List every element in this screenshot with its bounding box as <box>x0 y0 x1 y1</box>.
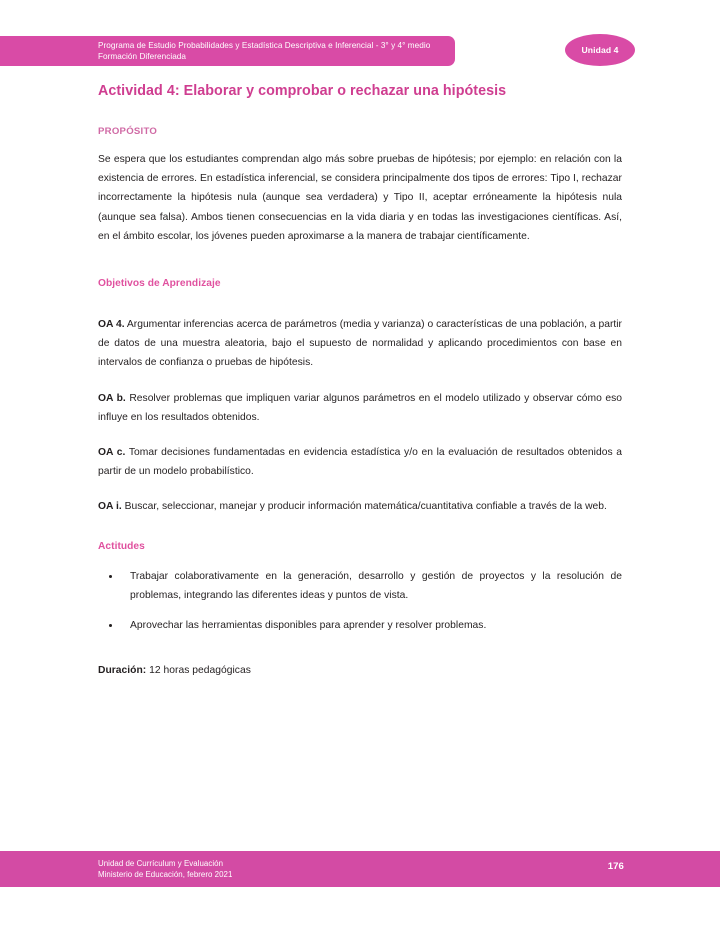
proposito-paragraph: Se espera que los estudiantes comprendan algo más sobre pruebas de hipótesis; por ejemplo: en relación con la existencia de errores. En estadística inferencial, se considera principalmente dos tipos de errores: Tipo I, rechazar incorrectamente la hipótesis nula (aunque sea verdadera) y Tipo II, aceptar erróneamente la hipótesis nula (aunque sea falsa). Ambos tienen consecuencias en la vida diaria y en todas las investigaciones científicas. Así, en el ámbito escolar, los jóvenes pueden aproximarse a la manera de trabajar científicamente. <box>98 154 622 242</box>
objetivo-code: OA 4. <box>98 319 125 331</box>
objetivos-list <box>98 315 622 517</box>
bullet-icon <box>109 624 112 627</box>
header-band-line-2: Formación Diferenciada <box>98 52 187 62</box>
footer-line-2: Ministerio de Educación, febrero 2021 <box>98 870 233 880</box>
unit-badge-label: Unidad 4 <box>581 45 619 55</box>
page-title: Actividad 4: Elaborar y comprobar o rechazar una hipótesis <box>98 83 507 99</box>
objetivo-item <box>98 315 622 373</box>
document-content <box>98 82 622 680</box>
unit-badge <box>565 34 635 66</box>
header-band-line-1: Programa de Estudio Probabilidades y Estadística Descriptiva e Inferencial - 3° y 4° medio <box>98 41 431 50</box>
page-number: 176 <box>607 861 624 872</box>
objetivo-text: Resolver problemas que impliquen variar algunos parámetros en el modelo utilizado y observar cómo eso influye en los resultados obtenidos. <box>98 392 622 423</box>
bullet-icon <box>109 575 112 578</box>
objetivo-item <box>98 443 622 481</box>
objetivo-text: Buscar, seleccionar, manejar y producir información matemática/cuantitativa confiable a través de la web. <box>121 501 607 513</box>
list-item-text: Trabajar colaborativamente en la generación, desarrollo y gestión de proyectos y la resolución de problemas, integrando las diferentes ideas y puntos de vista. <box>130 570 622 601</box>
list-item <box>98 567 622 605</box>
proposito-label: PROPÓSITO <box>98 126 158 137</box>
header-band <box>0 36 455 66</box>
objetivo-code: OA c. <box>98 447 126 459</box>
actitudes-list <box>98 567 622 636</box>
objetivos-heading: Objetivos de Aprendizaje <box>98 278 221 290</box>
objetivo-code: OA b. <box>98 392 126 404</box>
duracion-label: Duración: <box>98 665 147 677</box>
duracion-value: 12 horas pedagógicas <box>146 665 251 677</box>
objetivo-item <box>98 497 622 516</box>
list-item <box>98 616 622 635</box>
footer-credits <box>98 858 232 880</box>
duracion-line <box>98 661 622 680</box>
footer-band <box>0 851 720 887</box>
objetivo-text: Argumentar inferencias acerca de parámetros (media y varianza) o características de una población, a partir de datos de una muestra aleatoria, bajo el supuesto de normalidad y aplicando procedimientos con base en intervalos de confianza o pruebas de hipótesis. <box>98 319 623 369</box>
objetivo-code: OA i. <box>98 501 122 513</box>
actitudes-heading: Actitudes <box>98 540 145 552</box>
objetivo-item <box>98 389 622 427</box>
objetivo-text: Tomar decisiones fundamentadas en evidencia estadística y/o en la evaluación de resultados obtenidos a partir de un modelo probabilístico. <box>98 447 622 478</box>
list-item-text: Aprovechar las herramientas disponibles para aprender y resolver problemas. <box>130 620 487 632</box>
footer-line-1: Unidad de Currículum y Evaluación <box>98 859 224 868</box>
